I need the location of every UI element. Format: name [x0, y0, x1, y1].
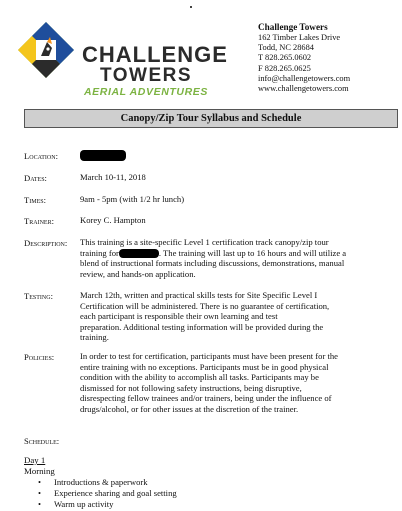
logo-line2: TOWERS: [100, 65, 193, 86]
description-text: This training is a site-specific Level 1 certification track canopy/zip tour training for . The training will last up to 16 hours and will utilize a blend of instructional formats including discussions, demonstrations, manual review, and hands-on application.: [80, 237, 347, 279]
dates-value: March 10-11, 2018: [80, 172, 146, 182]
description-label: Description:: [24, 238, 68, 248]
logo-tagline: AERIAL ADVENTURES: [84, 86, 208, 98]
trainer-value: Korey C. Hampton: [80, 215, 146, 225]
email-address[interactable]: info@challengetowers.com: [258, 73, 351, 83]
address-line-2: Todd, NC 28684: [258, 43, 314, 53]
times-label: Times:: [24, 195, 46, 205]
trainer-label: Trainer:: [24, 216, 54, 226]
contact-block: [258, 22, 398, 94]
location-label: Location:: [24, 151, 58, 161]
policies-text: In order to test for certification, participants must have been present for the entire training with no exceptions. Participants must be in good physical condition with the ability to accomplish all tasks. Participants may be dismissed for not following safety instructions, being disruptive, disrespecting fellow trainees and/or trainers, being under the influence of drugs/alcohol, or for other issues at the discretion of the trainer.: [80, 351, 338, 414]
morning-heading: Morning: [24, 466, 55, 476]
list-item: • Warm up activity: [38, 499, 177, 510]
testing-text: March 12th, written and practical skills tests for Site Specific Level I Certification will be administered. There is no guarantee of certification, each participant is responsible their own learning and test preparation. Additional testing information will be provided during the training.: [80, 290, 330, 343]
policies-label: Policies:: [24, 352, 55, 362]
document-title: Canopy/Zip Tour Syllabus and Schedule: [24, 109, 398, 128]
redacted-client: [119, 249, 159, 258]
company-name: Challenge Towers: [258, 22, 328, 32]
testing-label: Testing:: [24, 291, 53, 301]
list-item: • Experience sharing and goal setting: [38, 488, 177, 499]
day-1-heading: Day 1: [24, 455, 46, 465]
schedule-label: Schedule:: [24, 436, 60, 446]
list-item: • Introductions & paperwork: [38, 477, 177, 488]
website-link[interactable]: www.challengetowers.com: [258, 84, 349, 94]
fax-number: F 828.265.0625: [258, 63, 311, 73]
times-value: 9am - 5pm (with 1/2 hr lunch): [80, 194, 185, 204]
page-mark: [190, 6, 192, 8]
phone-number: T 828.265.0602: [258, 53, 312, 63]
address-line-1: 162 Timber Lakes Drive: [258, 33, 341, 42]
logo-emblem-icon: [18, 22, 74, 78]
dates-label: Dates:: [24, 173, 47, 183]
redacted-location: [80, 150, 126, 161]
morning-schedule-list: [38, 477, 177, 510]
location-value: [80, 149, 126, 161]
challenge-towers-logo: [14, 18, 246, 104]
logo-line1: CHALLENGE: [82, 42, 228, 67]
